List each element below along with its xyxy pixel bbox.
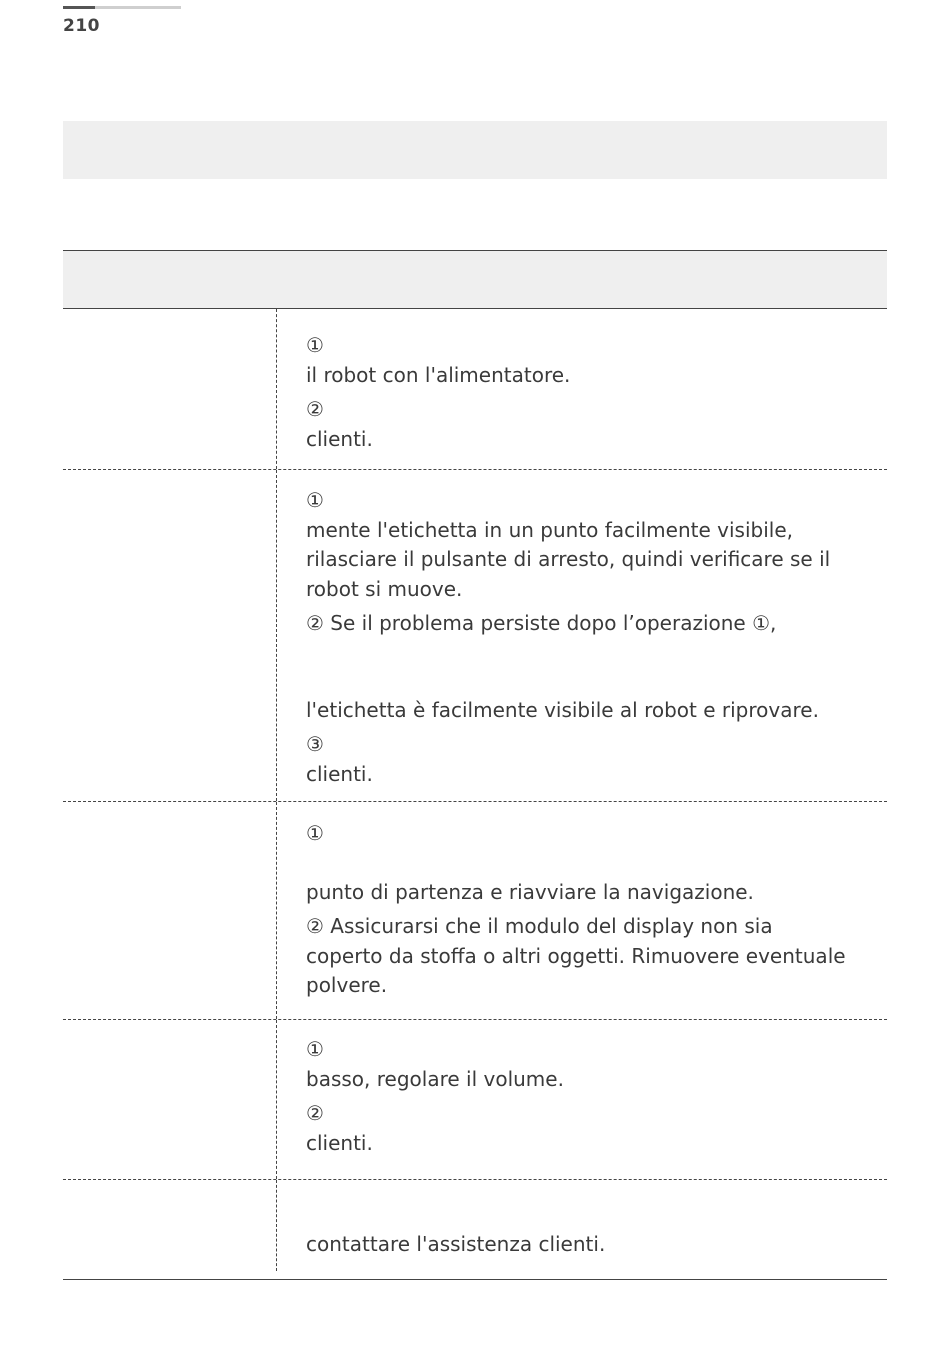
solution-line: il robot con l'alimentatore. bbox=[306, 362, 571, 387]
solution-line: l'etichetta è facilmente visibile al robot e riprovare. bbox=[306, 697, 819, 722]
problem-cell bbox=[63, 1180, 277, 1271]
table-row bbox=[63, 1020, 887, 1180]
solution-line: ② bbox=[306, 397, 324, 421]
solution-line: clienti. bbox=[306, 426, 373, 451]
page-progress-bar bbox=[63, 6, 181, 9]
table-row bbox=[63, 309, 887, 470]
page-progress-fill bbox=[63, 6, 95, 9]
solution-line: ③ bbox=[306, 732, 324, 756]
solution-cell bbox=[277, 802, 887, 1019]
problem-cell bbox=[63, 470, 277, 801]
page-number: 210 bbox=[63, 16, 100, 36]
solution-line: coperto da stoffa o altri oggetti. Rimuovere eventuale bbox=[306, 943, 846, 968]
table-row bbox=[63, 470, 887, 802]
problem-cell bbox=[63, 1020, 277, 1179]
solution-line: ① bbox=[306, 488, 324, 512]
solution-line: contattare l'assistenza clienti. bbox=[306, 1232, 606, 1256]
solution-line: ① bbox=[306, 821, 324, 845]
troubleshooting-table bbox=[63, 250, 887, 1280]
solution-cell bbox=[277, 309, 887, 469]
table-row bbox=[63, 1180, 887, 1280]
solution-line: ② Se il problema persiste dopo l’operazione ①, bbox=[306, 611, 777, 635]
problem-cell bbox=[63, 802, 277, 1019]
table-row bbox=[63, 802, 887, 1020]
solution-line: punto di partenza e riavviare la navigazione. bbox=[306, 879, 754, 904]
solution-line: ① bbox=[306, 333, 324, 357]
solution-line: ② Assicurarsi che il modulo del display non sia bbox=[306, 914, 773, 938]
solution-cell bbox=[277, 470, 887, 801]
solution-cell bbox=[277, 1180, 887, 1279]
solution-line: basso, regolare il volume. bbox=[306, 1066, 564, 1091]
section-title-banner bbox=[63, 121, 887, 179]
solution-line: robot si muove. bbox=[306, 576, 463, 601]
solution-line: ② bbox=[306, 1101, 324, 1125]
table-header bbox=[63, 250, 887, 309]
problem-cell bbox=[63, 309, 277, 469]
solution-cell bbox=[277, 1020, 887, 1179]
solution-line: polvere. bbox=[306, 973, 388, 997]
solution-line: ① bbox=[306, 1037, 324, 1061]
solution-line: rilasciare il pulsante di arresto, quindi verificare se il bbox=[306, 547, 831, 571]
solution-line: mente l'etichetta in un punto facilmente visibile, bbox=[306, 517, 793, 542]
solution-line: clienti. bbox=[306, 1130, 373, 1155]
solution-line: clienti. bbox=[306, 761, 373, 786]
